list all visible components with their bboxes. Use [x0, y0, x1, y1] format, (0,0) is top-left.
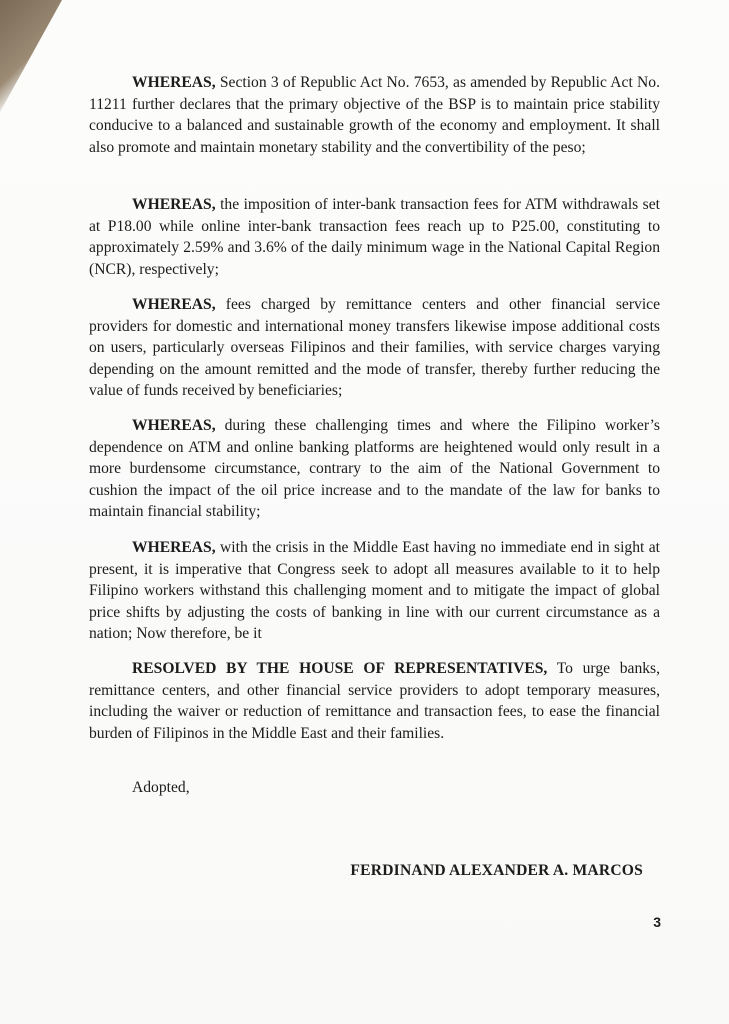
adopted-label: Adopted,	[132, 779, 190, 796]
resolved-paragraph	[89, 658, 660, 744]
whereas-paragraph-3	[89, 294, 660, 402]
whereas-paragraph-5	[89, 537, 660, 645]
paragraph-text: Section 3 of Republic Act No. 7653, as amended by Republic Act No. 11211 further declares that the primary objective of the BSP is to maintain price stability conducive to a balanced and sustainable growth of the economy and employment. It shall also promote and maintain monetary stability and the convertibility of the peso;	[89, 74, 660, 156]
paragraph-lead: WHEREAS,	[132, 196, 216, 213]
paragraph-text: with the crisis in the Middle East having no immediate end in sight at present, it is imperative that Congress seek to adopt all measures available to it to help Filipino workers withstand this challenging moment and to mitigate the impact of global price shifts by adjusting the costs of banking in line with our current circumstance as a nation; Now therefore, be it	[89, 539, 660, 643]
paragraph-text: during these challenging times and where the Filipino worker’s dependence on ATM and online banking platforms are heightened would only result in a more burdensome circumstance, contrary to the aim of the National Government to cushion the impact of the oil price increase and to the mandate of the law for banks to maintain financial stability;	[89, 417, 660, 521]
page-number: 3	[653, 914, 661, 930]
signatory-name: FERDINAND ALEXANDER A. MARCOS	[350, 862, 643, 879]
paragraph-lead: RESOLVED BY THE HOUSE OF REPRESENTATIVES,	[132, 660, 548, 677]
paragraph-lead: WHEREAS,	[132, 74, 216, 91]
paragraph-text: the imposition of inter-bank transaction fees for ATM withdrawals set at P18.00 while online inter-bank transaction fees reach up to P25.00, constituting to approximately 2.59% and 3.6% of the daily minimum wage in the National Capital Region (NCR), respectively;	[89, 196, 660, 278]
paragraph-lead: WHEREAS,	[132, 539, 216, 556]
paragraph-text: To urge banks, remittance centers, and other financial service providers to adopt temporary measures, including the waiver or reduction of remittance and transaction fees, to ease the financial burden of Filipinos in the Middle East and their families.	[89, 660, 661, 742]
paragraph-lead: WHEREAS,	[132, 417, 216, 434]
whereas-paragraph-2	[89, 194, 660, 280]
whereas-paragraph-1	[89, 72, 660, 158]
paragraph-lead: WHEREAS,	[132, 296, 216, 313]
whereas-paragraph-4	[89, 415, 660, 523]
page-corner-shadow	[0, 0, 70, 120]
paragraph-text: fees charged by remittance centers and other financial service providers for domestic and international money transfers likewise impose additional costs on users, particularly overseas Filipinos and their families, with service charges varying depending on the amount remitted and the mode of transfer, thereby further reducing the value of funds received by beneficiaries;	[89, 296, 660, 400]
